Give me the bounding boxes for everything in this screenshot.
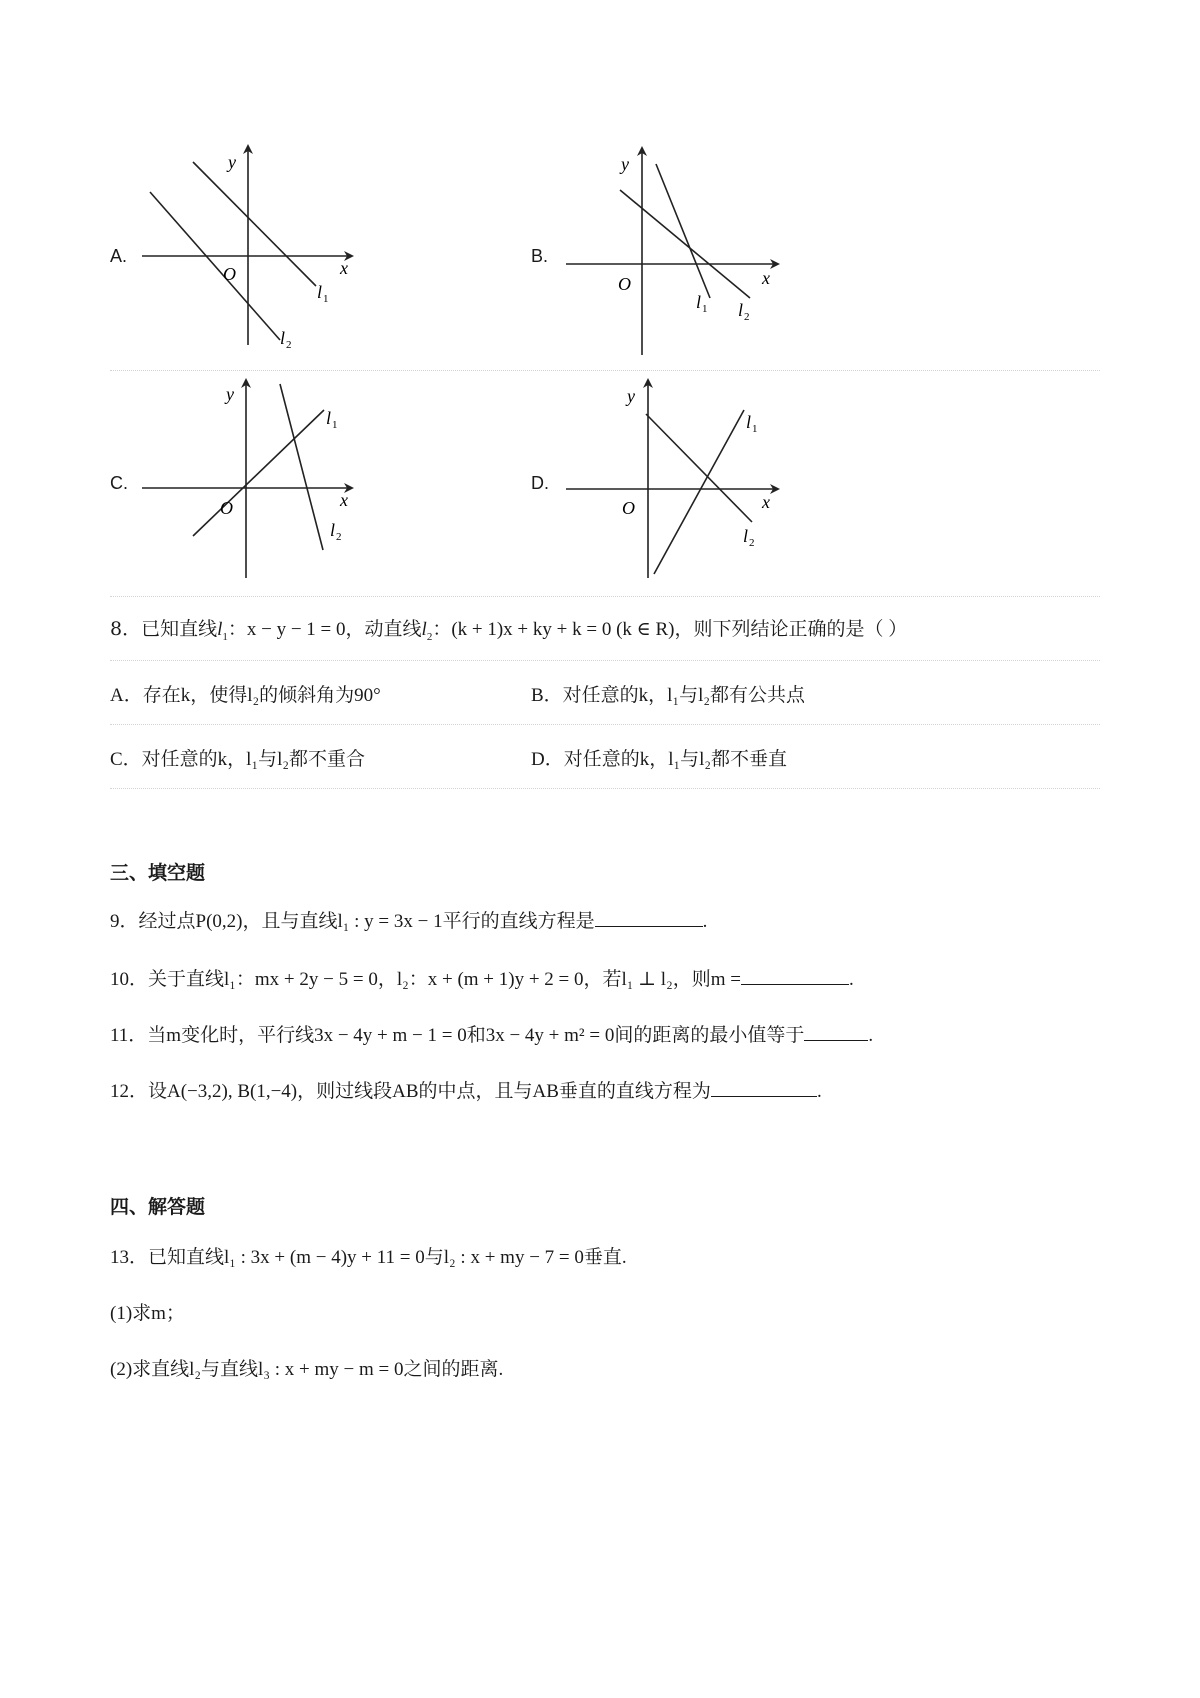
answer-blank[interactable] xyxy=(804,1022,868,1041)
graph-a xyxy=(130,140,370,360)
l1-sub: 1 xyxy=(702,303,708,315)
line-l2 xyxy=(620,190,750,298)
x-label: x xyxy=(340,258,348,278)
divider xyxy=(110,788,1100,789)
option-c-label[interactable]: C. xyxy=(110,473,128,493)
l1-label: l xyxy=(746,412,752,432)
divider xyxy=(110,596,1100,597)
q8-option-b[interactable]: B．对任意的k，l₁与l₂都有公共点 xyxy=(531,685,805,706)
y-label: y xyxy=(621,154,629,174)
l2-label: l xyxy=(330,520,336,540)
line-l1 xyxy=(193,410,324,536)
line-l1 xyxy=(656,164,710,298)
line-l1 xyxy=(654,410,744,574)
l2-sub: 2 xyxy=(286,339,292,351)
question-13-stem: 13．已知直线l₁ : 3x + (m − 4)y + 11 = 0与l₂ : x + my − 7 = 0垂直. xyxy=(110,1247,627,1268)
option-d-label[interactable]: D. xyxy=(531,473,549,493)
question-13-part-1: (1)求m； xyxy=(110,1303,185,1324)
option-a-label[interactable]: A. xyxy=(110,246,128,266)
q8-l1-equation: ：x − y − 1 = 0，动直线 xyxy=(227,619,422,640)
l2-label: l xyxy=(743,526,749,546)
answer-blank[interactable] xyxy=(711,1078,817,1097)
origin-label: O xyxy=(223,264,236,284)
option-b-label[interactable]: B. xyxy=(531,246,549,266)
l2-label: l xyxy=(738,300,744,320)
l1-label: l xyxy=(317,282,323,302)
question-13-part-2: (2)求直线l₂与直线l₃ : x + my − m = 0之间的距离. xyxy=(110,1359,504,1380)
l1-sub: 1 xyxy=(332,419,338,431)
question-9: 9．经过点P(0,2)，且与直线l₁ : y = 3x − 1平行的直线方程是 . xyxy=(110,906,707,933)
question-12: 12．设A(−3,2), B(1,−4)，则过线段AB的中点，且与AB垂直的直线方程为 . xyxy=(110,1076,822,1103)
question-8-stem: 8．已知直线$l_1$：x − y − 1 = 0，动直线$l_2$：(k + 1)x + ky + k = 0 (k ∈ R)，则下列结论正确的是（ ） xyxy=(110,618,908,643)
divider xyxy=(110,724,1100,725)
q8-option-d[interactable]: D．对任意的k，l₁与l₂都不垂直 xyxy=(531,749,788,770)
l2-sub: 2 xyxy=(744,311,750,323)
graph-d xyxy=(560,374,800,584)
l2-label: l xyxy=(280,328,286,348)
q12-text: 12．设A(−3,2), B(1,−4)，则过线段AB的中点，且与AB垂直的直线方程为 xyxy=(110,1081,711,1102)
x-label: x xyxy=(762,268,770,288)
y-label: y xyxy=(627,386,635,406)
q8-option-a[interactable]: A．存在k，使得l₂的倾斜角为90° xyxy=(110,685,381,706)
answer-blank[interactable] xyxy=(595,908,703,927)
y-label: y xyxy=(228,152,236,172)
section-3-title: 三、填空题 xyxy=(110,862,206,884)
l1-sub: 1 xyxy=(752,423,758,435)
l2-sub: 2 xyxy=(749,537,755,549)
l1-sub: 1 xyxy=(323,293,329,305)
section-4-title: 四、解答题 xyxy=(110,1196,206,1218)
l1-label: l xyxy=(696,292,702,312)
q8-prefix: 8．已知直线 xyxy=(110,618,218,640)
divider xyxy=(110,660,1100,661)
answer-blank[interactable] xyxy=(741,966,849,985)
line-l2 xyxy=(150,192,280,340)
graph-c xyxy=(130,374,370,584)
question-10: 10．关于直线l₁：mx + 2y − 5 = 0，l₂：x + (m + 1)y + 2 = 0，若l₁ ⊥ l₂，则m = . xyxy=(110,964,854,991)
q11-text: 11．当m变化时，平行线3x − 4y + m − 1 = 0和3x − 4y + m² = 0间的距离的最小值等于 xyxy=(110,1025,805,1046)
x-label: x xyxy=(762,492,770,512)
divider xyxy=(110,370,1100,371)
line-l2 xyxy=(280,384,323,550)
q9-text: 9．经过点P(0,2)，且与直线l₁ : y = 3x − 1平行的直线方程是 xyxy=(110,911,595,932)
question-11: 11．当m变化时，平行线3x − 4y + m − 1 = 0和3x − 4y + m² = 0间的距离的最小值等于 . xyxy=(110,1020,873,1047)
x-label: x xyxy=(340,490,348,510)
line-l1 xyxy=(193,162,316,286)
q8-option-c[interactable]: C．对任意的k，l₁与l₂都不重合 xyxy=(110,749,365,770)
q10-text: 10．关于直线l₁：mx + 2y − 5 = 0，l₂：x + (m + 1)y + 2 = 0，若l₁ ⊥ l₂，则m = xyxy=(110,969,741,990)
q8-l2-equation: ：(k + 1)x + ky + k = 0 (k ∈ R)，则下列结论正确的是（ ） xyxy=(432,619,908,640)
origin-label: O xyxy=(622,498,635,518)
y-label: y xyxy=(226,384,234,404)
l2-sub: 2 xyxy=(336,531,342,543)
graph-b xyxy=(560,140,800,360)
line-l2 xyxy=(646,414,752,522)
l1-label: l xyxy=(326,408,332,428)
origin-label: O xyxy=(220,498,233,518)
origin-label: O xyxy=(618,274,631,294)
